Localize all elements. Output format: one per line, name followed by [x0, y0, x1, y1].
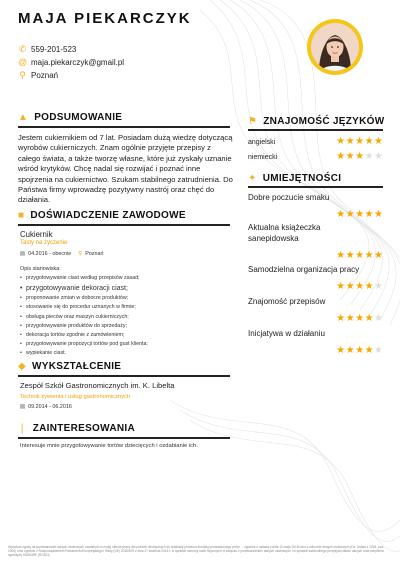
- star-filled-icon: ★: [345, 136, 355, 147]
- duty-item: • proponowanie zmian w doborze produktów;: [20, 294, 220, 303]
- languages-heading: [248, 116, 384, 127]
- star-filled-icon: ★: [336, 136, 346, 147]
- duty-item: • przygotowywanie propozycji tortów pod gust klienta;: [20, 340, 220, 349]
- skill-rating: [336, 210, 383, 220]
- skill-label: Inicjatywa w działaniu: [248, 329, 325, 338]
- duty-item: • dekoracja tortów zgodnie z zamówieniem;: [20, 331, 220, 340]
- skill-label: Samodzielna organizacja pracy: [248, 265, 360, 274]
- star-filled-icon: ★: [336, 209, 346, 220]
- star-empty-icon: ★: [374, 281, 383, 292]
- school-field: Technik żywienia i usług gastronomicznych: [20, 394, 131, 400]
- star-filled-icon: ★: [345, 345, 355, 356]
- summary-heading: [18, 112, 122, 123]
- duty-item: • przygotowywanie ciast według przepisów zasad;: [20, 274, 220, 283]
- profile-photo: [311, 23, 359, 71]
- summary-title: PODSUMOWANIE: [34, 112, 123, 123]
- skill-row: [248, 192, 383, 222]
- education-meta: [20, 402, 72, 412]
- skill-row: [248, 296, 383, 326]
- star-filled-icon: ★: [364, 345, 374, 356]
- briefcase-icon: ■: [18, 210, 25, 221]
- language-name: niemiecki: [248, 153, 278, 161]
- skill-rating: [336, 251, 383, 261]
- duties-list: [20, 274, 220, 359]
- skill-label: Dobre poczucie smaku: [248, 193, 330, 202]
- city: Poznań: [31, 71, 59, 80]
- education-rule: [18, 375, 230, 377]
- star-filled-icon: ★: [364, 281, 374, 292]
- star-filled-icon: ★: [336, 250, 346, 261]
- star-filled-icon: ★: [345, 250, 355, 261]
- skill-row: [248, 222, 383, 263]
- star-filled-icon: ★: [336, 151, 346, 162]
- job-location: Poznań: [85, 251, 104, 257]
- education-date: 09.2014 - 06.2016: [28, 404, 72, 410]
- star-filled-icon: ★: [364, 250, 374, 261]
- at-icon: @: [18, 57, 28, 67]
- duty-item: • przygotowywanie produktów do sprzedaży;: [20, 322, 220, 331]
- experience-rule: [18, 224, 230, 226]
- star-filled-icon: ★: [364, 313, 374, 324]
- education-title: WYKSZTAŁCENIE: [32, 361, 122, 372]
- duty-item: • obsługa pieców oraz maszyn cukierniczych;: [20, 313, 220, 322]
- skill-row: [248, 328, 383, 358]
- school-name: Zespół Szkół Gastronomicznych im. K. Libelta: [20, 381, 175, 390]
- interests-icon: ❘: [18, 423, 27, 434]
- language-rating: [336, 137, 383, 147]
- phone-line: [18, 44, 76, 55]
- star-filled-icon: ★: [355, 136, 365, 147]
- star-filled-icon: ★: [336, 313, 346, 324]
- interests-text: Interesuje mnie przygotowywanie tortów dziecięcych i ozdabianie ich.: [20, 443, 198, 449]
- skill-rating: [336, 314, 383, 324]
- phone-icon: ✆: [18, 44, 27, 54]
- experience-heading: [18, 210, 186, 221]
- star-empty-icon: ★: [374, 313, 383, 324]
- candidate-name: MAJA PIEKARCZYK: [18, 10, 192, 27]
- star-filled-icon: ★: [336, 281, 346, 292]
- calendar-icon: ▤: [20, 251, 26, 257]
- star-filled-icon: ★: [355, 250, 365, 261]
- star-filled-icon: ★: [345, 151, 355, 162]
- star-filled-icon: ★: [345, 209, 355, 220]
- star-empty-icon: ★: [364, 151, 374, 162]
- duties-label: Opis stanowiska:: [20, 266, 61, 272]
- interests-title: ZAINTERESOWANIA: [32, 423, 135, 434]
- company-name: Tasty na życzenie: [20, 240, 68, 246]
- education-heading: [18, 361, 121, 372]
- languages-title: ZNAJOMOŚĆ JĘZYKÓW: [263, 116, 385, 127]
- summary-text: Jestem cukiernikiem od 7 lat. Posiadam dużą wiedzę dotyczącą wyrobów cukierniczych. Znam ogólnie przyjęte przepisy z całego świata, a także tworzę własne, które już zyskały uznanie wśród krytyków. Chcę nadal się rozwijać i poznać inne spojrzenia na cukiernictwo. Szukam stabilnego zatrudnienia. Do Państwa firmy wprowadzę pozytywny nastrój oraz chęć do działania.: [18, 133, 233, 205]
- language-row: [248, 137, 383, 147]
- star-filled-icon: ★: [355, 313, 365, 324]
- location-pin-icon: ⚲: [78, 251, 83, 257]
- star-filled-icon: ★: [336, 345, 346, 356]
- skills-heading: [248, 173, 341, 184]
- star-filled-icon: ★: [374, 209, 383, 220]
- star-empty-icon: ★: [374, 151, 383, 162]
- city-line: [18, 70, 58, 81]
- duty-item: • wypiekanie ciast.: [20, 349, 220, 358]
- star-filled-icon: ★: [355, 281, 365, 292]
- language-rating: [336, 152, 383, 162]
- skill-label-line2: sanepidowska: [248, 234, 299, 243]
- skill-rating: [336, 346, 383, 356]
- job-title: Cukiernik: [20, 230, 53, 239]
- interests-heading: [18, 423, 135, 434]
- star-filled-icon: ★: [345, 281, 355, 292]
- skill-label: Znajomość przepisów: [248, 297, 326, 306]
- star-filled-icon: ★: [345, 313, 355, 324]
- person-icon: ▲: [18, 112, 29, 123]
- skills-rule: [248, 186, 383, 188]
- star-filled-icon: ★: [355, 345, 365, 356]
- duty-item: • przygotowywanie dekoracji ciast;: [20, 283, 220, 294]
- phone-number: 559-201-523: [31, 45, 77, 54]
- experience-title: DOŚWIADCZENIE ZAWODOWE: [30, 210, 186, 221]
- skill-row: [248, 264, 383, 294]
- language-name: angielski: [248, 138, 276, 146]
- location-pin-icon: ⚲: [19, 70, 26, 80]
- star-filled-icon: ★: [355, 151, 365, 162]
- email-address: maja.piekarczyk@gmail.pl: [31, 57, 125, 67]
- graduation-cap-icon: ◆: [18, 361, 26, 372]
- skills-title: UMIEJĘTNOŚCI: [262, 173, 342, 184]
- job-meta: [20, 249, 104, 259]
- languages-rule: [248, 129, 383, 131]
- interests-rule: [18, 437, 230, 439]
- calendar-icon: ▤: [20, 404, 26, 410]
- job-date: 04.2016 - obecnie: [28, 251, 72, 257]
- flag-icon: ⚑: [248, 116, 258, 127]
- language-row: [248, 152, 383, 162]
- skill-label: Aktualna książeczka: [248, 223, 321, 232]
- gdpr-consent-clause: Wyrażam zgodę na przetwarzanie danych osobowych zawartych w mojej ofercie pracy dla potrzeb niezbędnych do realizacji procesu rekrutacji prowadzonego przez ... zgodnie z ustawą z dnia 10 maja 2018 roku o ochronie danych osobowych (Dz. Ustaw z 2018, poz. 1000) oraz zgodnie z Rozporządzeniem Parlamentu Europejskiego i Rady (UE) 2016/679 z dnia 27 kwietnia 2016 r. w sprawie ochrony osób fizycznych w związku z przetwarzaniem danych osobowych i w sprawie swobodnego przepływu takich danych oraz uchylenia dyrektywy 95/46/WE (RODO).: [8, 545, 385, 558]
- duty-item: • stosowanie się do procedur uznanych w firmie;: [20, 303, 220, 312]
- lightbulb-icon: ✦: [248, 173, 257, 184]
- star-filled-icon: ★: [355, 209, 365, 220]
- star-filled-icon: ★: [374, 136, 383, 147]
- email-line: [18, 57, 124, 67]
- skill-rating: [336, 282, 383, 292]
- star-filled-icon: ★: [364, 209, 374, 220]
- star-empty-icon: ★: [374, 345, 383, 356]
- summary-rule: [18, 126, 230, 128]
- star-filled-icon: ★: [374, 250, 383, 261]
- star-filled-icon: ★: [364, 136, 374, 147]
